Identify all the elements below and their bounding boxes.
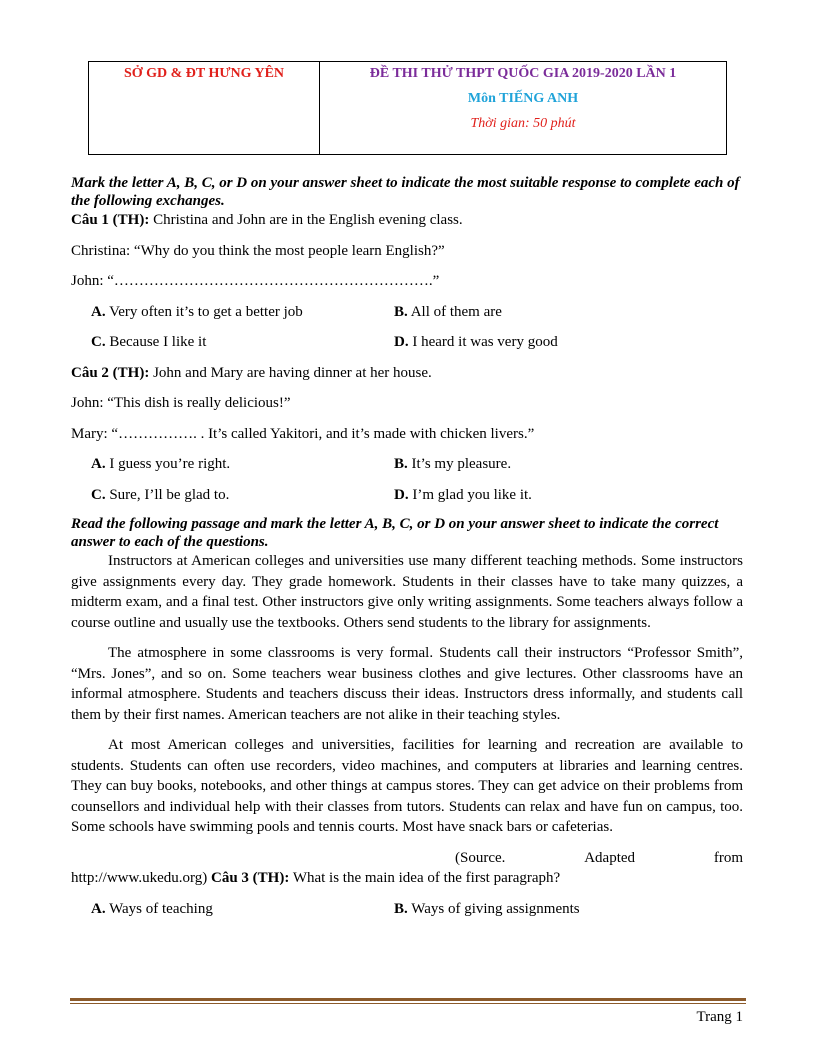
passage-paragraph-3: At most American colleges and universities, facilities for learning and recreation are available to students. Students can often use recorders, video machines, and computers at libraries and learning centres. They can buy books, notebooks, and other things at campus stores. They can get advice on their problems from counsellors and individual help with their classes from tutors. Students can relax and have fun on campus, too. Some schools have swimming pools and tennis courts. Most have snack bars or cafeterias. (71, 737, 743, 835)
q1-line1: Christina: “Why do you think the most people learn English?” (71, 242, 445, 259)
section2-instruction: Read the following passage and mark the letter A, B, C, or D on your answer sheet to indicate the correct answer to each of the questions. (71, 516, 719, 550)
q1-stem (71, 210, 743, 231)
passage-paragraph-2: The atmosphere in some classrooms is very formal. Students call their instructors “Professor Smith”, “Mrs. Jones”, and so on. Some teachers wear business clothes and give lectures. Other classrooms have an informal atmosphere. Students and teachers discuss their ideas. Instructors dress informally, and students call them by their first names. American teachers are not alike in their teaching styles. (71, 645, 743, 723)
time-limit: Thời gian: 50 phút (470, 116, 576, 131)
header-left-cell (89, 62, 320, 154)
q1-option-d: D. I heard it was very good (394, 334, 558, 350)
q1-options (91, 302, 743, 353)
q1-option-b: B. All of them are (394, 303, 502, 320)
source-url: http://www.ukedu.org) (71, 870, 208, 886)
q1-option-c: C. Because I like it (91, 334, 207, 350)
q2-label: Câu 2 (TH): (71, 364, 150, 381)
footer-rule-thick (70, 998, 746, 1001)
q3-option-a: A. Ways of teaching (91, 900, 213, 917)
q2-option-b: B. It’s my pleasure. (394, 456, 512, 472)
q1-line2: John: “……………………………………………………….” (71, 273, 440, 289)
q1-label: Câu 1 (TH): (71, 212, 150, 228)
source-line (71, 848, 743, 869)
q2-line2: Mary: “……………. . It’s called Yakitori, and it’s made with chicken livers.” (71, 425, 535, 442)
footer-rule-thin (70, 1003, 746, 1004)
source-word-1: (Source. (455, 849, 506, 866)
source-word-3: from (713, 849, 743, 866)
q3-option-b: B. Ways of giving assignments (394, 900, 580, 917)
passage-paragraph-1: Instructors at American colleges and universities use many different teaching methods. Some instructors give assignments every day. They grade homework. Students in their classes have to take many quizzes, a midterm exam, and a final test. Other instructors give only writing assignments. Some teachers always follow a course outline and usually use the textbooks. Others send students to the library for assignments. (71, 553, 743, 631)
reading-passage (71, 551, 743, 838)
document-body (71, 174, 743, 929)
section1-instruction: Mark the letter A, B, C, or D on your answer sheet to indicate the most suitable response to complete each of the following exchanges. (71, 175, 740, 209)
q3-label: Câu 3 (TH): (211, 870, 290, 886)
q1-text: Christina and John are in the English evening class. (149, 212, 463, 228)
q2-line1: John: “This dish is really delicious!” (71, 395, 291, 411)
exam-title: ĐỀ THI THỬ THPT QUỐC GIA 2019-2020 LẦN 1 (369, 66, 677, 81)
q1-option-a: A. Very often it’s to get a better job (91, 303, 303, 320)
q2-option-d: D. I’m glad you like it. (394, 486, 532, 503)
q3-options (91, 899, 743, 920)
header-table (88, 61, 727, 155)
q3-text: What is the main idea of the first paragraph? (289, 870, 561, 886)
page-number: Trang 1 (696, 1009, 743, 1025)
org-name: SỞ GD & ĐT HƯNG YÊN (123, 66, 285, 81)
source-word-2: Adapted (584, 849, 636, 866)
q2-option-c: C. Sure, I’ll be glad to. (91, 486, 230, 503)
header-right-cell (320, 62, 726, 154)
q2-text: John and Mary are having dinner at her house. (149, 364, 432, 381)
q2-stem (71, 363, 743, 384)
q2-option-a: A. I guess you’re right. (91, 456, 231, 472)
q2-options (91, 454, 743, 505)
subject: Môn TIẾNG ANH (467, 91, 579, 106)
q3-stem (71, 868, 743, 889)
